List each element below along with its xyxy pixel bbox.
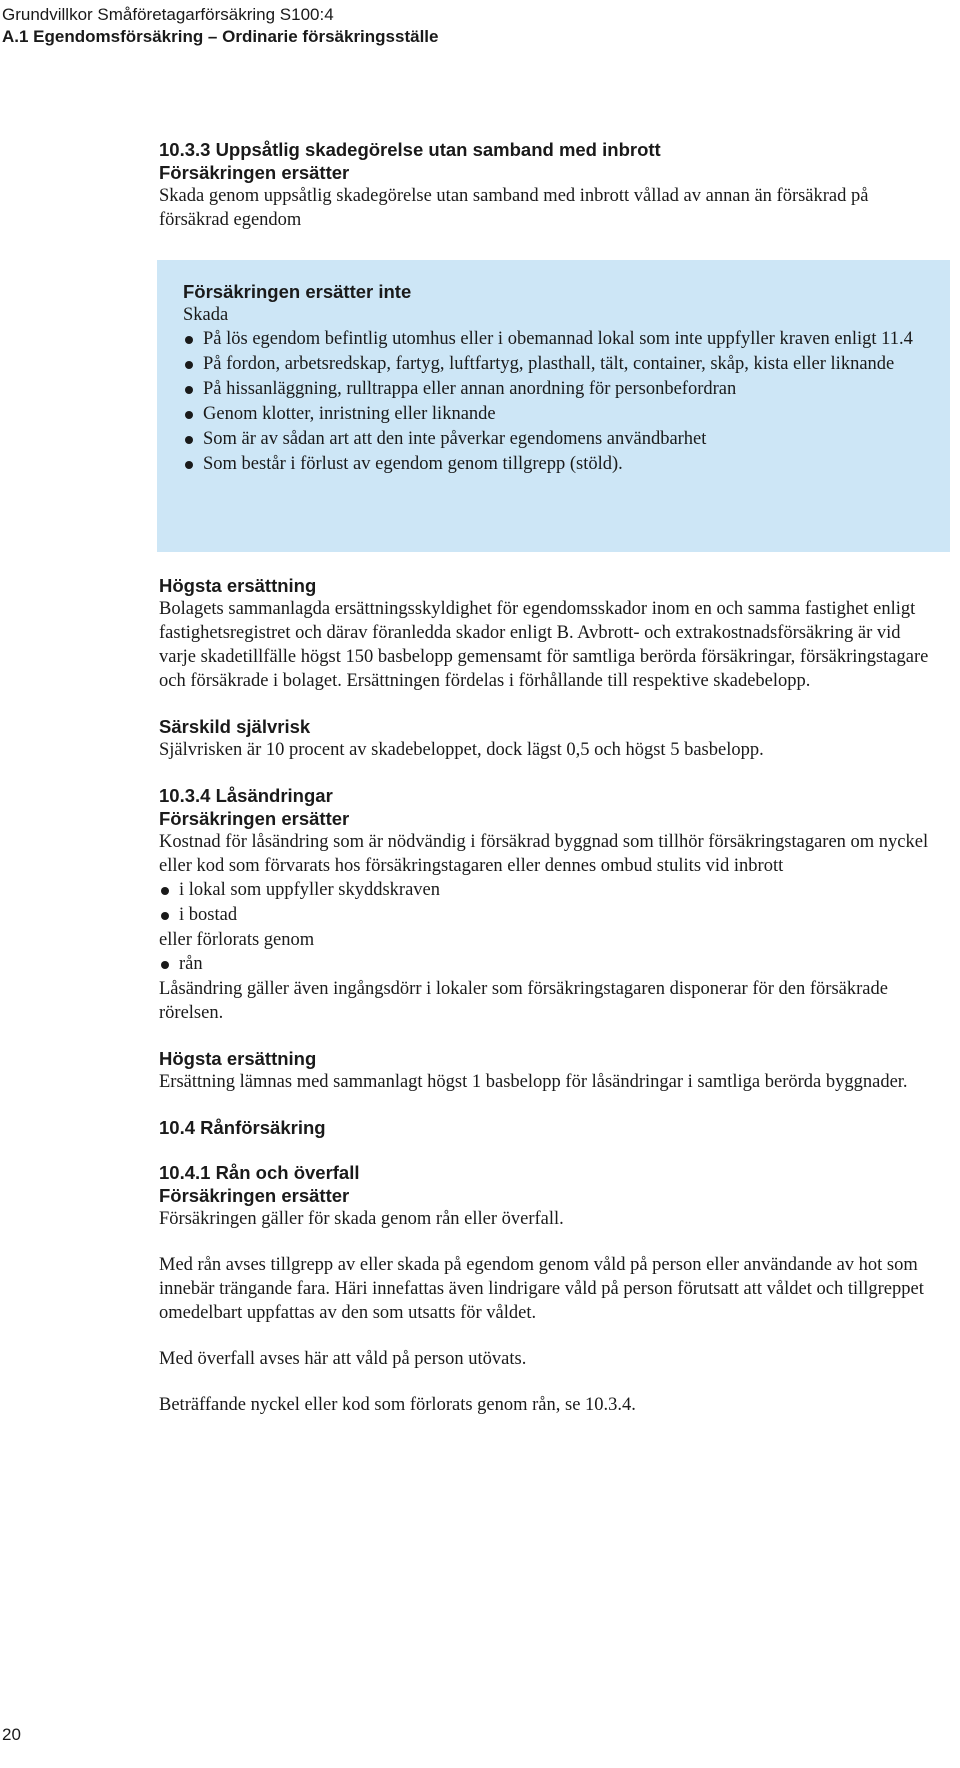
exclusions-list xyxy=(183,327,943,476)
heading-10-4-1: 10.4.1 Rån och överfall xyxy=(159,1162,360,1183)
list-item: rån xyxy=(159,952,939,976)
paragraph-10-3-3: Skada genom uppsåtlig skadegörelse utan samband med inbrott vållad av annan än försäkrad på försäkrad egendom xyxy=(159,186,869,230)
document-title: Grundvillkor Småföretagarförsäkring S100:4 xyxy=(2,5,334,24)
max-compensation-text: Bolagets sammanlagda ersättningsskyldighet för egendomsskador inom en och samma fastighet enligt fastighetsregistret och därav föranledda skador enligt B. Avbrott- och extrakostnadsförsäkring är vid varje skadetillfälle högst 150 basbelopp gemensamt för samtliga berörda försäkringar, försäkringstagare och försäkrade i bolaget. Ersättningen fördelas i förhållande till respektive skadebelopp. xyxy=(159,599,929,691)
robbery-paragraph-2: Med rån avses tillgrepp av eller skada på egendom genom våld på person eller användande av hot som innebär trängande fara. Häri innefattas även lindrigare våld på person förutsatt att våldet och tillgreppet omedelbart uppfattas av den som utsatts för våldet. xyxy=(159,1255,924,1323)
max-compensation-heading: Högsta ersättning xyxy=(159,575,317,596)
subheading-covered: Försäkringen ersätter xyxy=(159,808,350,829)
list-item: Som är av sådan art att den inte påverkar egendomens användbarhet xyxy=(183,427,943,451)
bullet-icon xyxy=(185,386,193,394)
exclusions-intro: Skada xyxy=(183,305,229,325)
page-header xyxy=(2,4,438,48)
bullet-icon xyxy=(161,887,169,895)
deductible-text: Självrisken är 10 procent av skadebeloppet, dock lägst 0,5 och högst 5 basbelopp. xyxy=(159,740,764,760)
list-item: i lokal som uppfyller skyddskraven xyxy=(159,878,939,902)
bullet-icon xyxy=(185,461,193,469)
robbery-paragraph-3: Med överfall avses här att våld på person utövats. xyxy=(159,1349,527,1369)
robbery-paragraph-1: Försäkringen gäller för skada genom rån eller överfall. xyxy=(159,1209,564,1229)
subheading-covered-3: Försäkringen ersätter xyxy=(159,1185,350,1206)
list-item: På fordon, arbetsredskap, fartyg, luftfartyg, plasthall, tält, container, skåp, kista eller liknande xyxy=(183,352,943,376)
list-item: Genom klotter, inristning eller liknande xyxy=(183,402,943,426)
heading-10-3-4: 10.3.4 Låsändringar xyxy=(159,785,333,806)
lock-conditions-list xyxy=(159,878,939,927)
bullet-icon xyxy=(161,912,169,920)
entrance-door-text: Låsändring gäller även ingångsdörr i lokaler som försäkringstagaren disponerar för den försäkrade rörelsen. xyxy=(159,979,888,1023)
heading-10-4: 10.4 Rånförsäkring xyxy=(159,1117,326,1138)
or-lost-text: eller förlorats genom xyxy=(159,930,315,950)
bullet-icon xyxy=(185,436,193,444)
bullet-icon xyxy=(185,361,193,369)
main-content xyxy=(159,138,939,232)
section-title: A.1 Egendomsförsäkring – Ordinarie försäkringsställe xyxy=(2,27,439,46)
heading-10-3-3: 10.3.3 Uppsåtlig skadegörelse utan samband med inbrott xyxy=(159,139,661,160)
page-number: 20 xyxy=(2,1725,21,1744)
main-content-continued xyxy=(159,574,939,1417)
robbery-paragraph-4: Beträffande nyckel eller kod som förlorats genom rån, se 10.3.4. xyxy=(159,1395,636,1415)
list-item: Som består i förlust av egendom genom tillgrepp (stöld). xyxy=(183,452,943,476)
robbery-list xyxy=(159,952,939,976)
list-item: På lös egendom befintlig utomhus eller i obemannad lokal som inte uppfyller kraven enligt 11.4 xyxy=(183,327,943,351)
exclusions-heading: Försäkringen ersätter inte xyxy=(183,281,412,302)
list-item: På hissanläggning, rulltrappa eller annan anordning för personbefordran xyxy=(183,377,943,401)
lock-change-text: Kostnad för låsändring som är nödvändig i försäkrad byggnad som tillhör försäkringstagaren om nyckel eller kod som förvarats hos försäkringstagaren eller dennes ombud stulits vid inbrott xyxy=(159,832,929,876)
bullet-icon xyxy=(161,961,169,969)
max-compensation-heading-2: Högsta ersättning xyxy=(159,1048,317,1069)
list-item: i bostad xyxy=(159,903,939,927)
subheading-covered: Försäkringen ersätter xyxy=(159,162,350,183)
bullet-icon xyxy=(185,336,193,344)
bullet-icon xyxy=(185,411,193,419)
exclusions-box xyxy=(157,260,950,552)
max-compensation-text-2: Ersättning lämnas med sammanlagt högst 1 basbelopp för låsändringar i samtliga berörda byggnader. xyxy=(159,1072,908,1092)
deductible-heading: Särskild självrisk xyxy=(159,716,311,737)
